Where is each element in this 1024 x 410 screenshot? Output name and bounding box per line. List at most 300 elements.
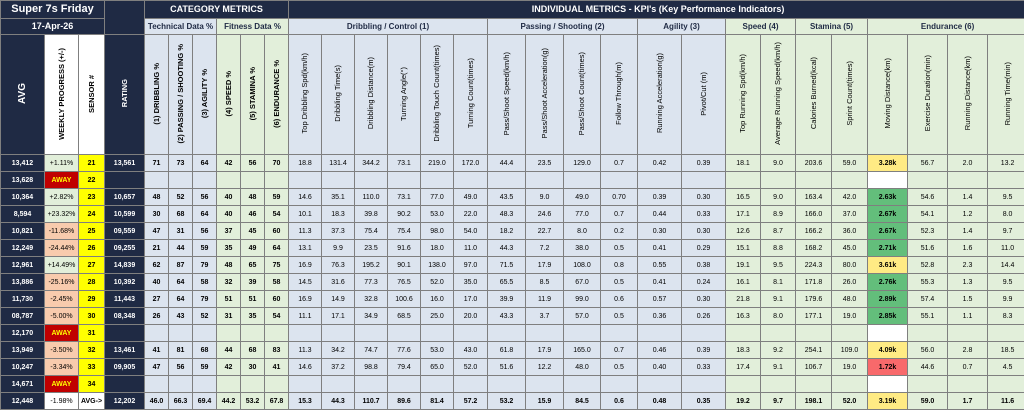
category-cell: 66.3 xyxy=(169,393,193,410)
kpi-cell: 8.0 xyxy=(761,308,796,325)
category-cell xyxy=(217,376,241,393)
kpi-cell xyxy=(289,376,322,393)
avg-cell: 13,886 xyxy=(1,274,45,291)
kpi-cell: 51.6 xyxy=(488,359,526,376)
kpi-cell: 8.1 xyxy=(761,274,796,291)
kpi-cell: 11.9 xyxy=(526,291,564,308)
kpi-cell: 0.26 xyxy=(682,308,726,325)
category-cell: 81 xyxy=(169,342,193,359)
kpi-cell xyxy=(832,172,868,189)
kpi-cell: 54.0 xyxy=(454,223,488,240)
kpi-cell: 17.9 xyxy=(526,342,564,359)
kpi-cell xyxy=(564,376,601,393)
kpi-cell xyxy=(796,376,832,393)
kpi-cell: 9.5 xyxy=(761,257,796,274)
kpi-cell: 0.2 xyxy=(601,223,638,240)
kpi-cell: 110.7 xyxy=(355,393,388,410)
kpi-cell: 68.5 xyxy=(388,308,421,325)
kpi-cell: 18.5 xyxy=(988,342,1024,359)
kpi-cell: 11.3 xyxy=(289,342,322,359)
kpi-cell: 14.9 xyxy=(322,291,355,308)
column-header: Pass/Shoot Speed(km/h) xyxy=(488,35,526,155)
kpi-cell: 65.5 xyxy=(488,274,526,291)
kpi-cell: 2.63k xyxy=(868,189,908,206)
table-row xyxy=(1,359,1024,376)
kpi-cell xyxy=(948,325,988,342)
kpi-cell: 0.30 xyxy=(682,223,726,240)
kpi-cell: 79.4 xyxy=(388,359,421,376)
kpi-cell: 14.5 xyxy=(289,274,322,291)
weekly-progress-cell: +2.82% xyxy=(45,189,79,206)
weekly-progress-cell: -5.00% xyxy=(45,308,79,325)
category-cell: 62 xyxy=(145,257,169,274)
table-row xyxy=(1,240,1024,257)
kpi-cell: 14.6 xyxy=(289,359,322,376)
column-header: (6) ENDURANCE % xyxy=(265,35,289,155)
kpi-cell: 0.46 xyxy=(638,342,682,359)
kpi-cell: 23.5 xyxy=(355,240,388,257)
kpi-cell: 0.33 xyxy=(682,206,726,223)
kpi-cell: 52.0 xyxy=(421,274,454,291)
kpi-cell xyxy=(761,325,796,342)
kpi-cell xyxy=(868,376,908,393)
kpi-cell: 19.2 xyxy=(726,393,761,410)
kpi-cell: 48.3 xyxy=(488,206,526,223)
kpi-cell: 0.8 xyxy=(601,257,638,274)
column-header: Moving Distance(km) xyxy=(868,35,908,155)
kpi-cell: 90.1 xyxy=(388,257,421,274)
kpi-cell: 20.0 xyxy=(454,308,488,325)
kpi-cell xyxy=(454,376,488,393)
kpi-cell xyxy=(388,172,421,189)
category-cell: 59 xyxy=(265,189,289,206)
kpi-cell: 98.0 xyxy=(421,223,454,240)
category-cell: 52 xyxy=(169,189,193,206)
kpi-cell xyxy=(355,376,388,393)
kpi-cell xyxy=(488,172,526,189)
kpi-cell: 17.0 xyxy=(454,291,488,308)
weekly-progress-cell: -25.16% xyxy=(45,274,79,291)
kpi-cell: 18.3 xyxy=(322,206,355,223)
sheet-date: 17-Apr-26 xyxy=(1,19,105,35)
category-cell: 47 xyxy=(145,223,169,240)
kpi-cell: 73.1 xyxy=(388,189,421,206)
category-cell: 56 xyxy=(241,155,265,172)
table-row xyxy=(1,325,1024,342)
column-header: Average Running Speed(km/h) xyxy=(761,35,796,155)
kpi-cell: 0.44 xyxy=(638,206,682,223)
category-cell: 79 xyxy=(193,257,217,274)
category-cell: 39 xyxy=(241,274,265,291)
kpi-cell: 9.0 xyxy=(761,189,796,206)
column-header: Calories Burned(kcal) xyxy=(796,35,832,155)
rating-cell: 13,561 xyxy=(105,155,145,172)
kpi-cell: 34.2 xyxy=(322,342,355,359)
avg-cell: 10,364 xyxy=(1,189,45,206)
kpi-cell: 22.0 xyxy=(454,206,488,223)
category-cell xyxy=(217,325,241,342)
kpi-cell: 21.8 xyxy=(726,291,761,308)
kpi-cell xyxy=(488,325,526,342)
kpi-cell: 15.3 xyxy=(289,393,322,410)
kpi-cell: 8.8 xyxy=(761,240,796,257)
category-cell: 46 xyxy=(241,206,265,223)
category-cell: 59 xyxy=(193,240,217,257)
kpi-cell: 43.5 xyxy=(488,189,526,206)
category-cell: 26 xyxy=(145,308,169,325)
category-cell: 44 xyxy=(169,240,193,257)
kpi-cell: 8.7 xyxy=(761,223,796,240)
kpi-cell: 37.0 xyxy=(832,206,868,223)
kpi-cell: 2.71k xyxy=(868,240,908,257)
weekly-progress-cell: -1.98% xyxy=(45,393,79,410)
column-header: Sprint Count(times) xyxy=(832,35,868,155)
rating-cell: 08,348 xyxy=(105,308,145,325)
category-cell: 45 xyxy=(241,223,265,240)
category-cell: 56 xyxy=(193,189,217,206)
kpi-cell xyxy=(868,172,908,189)
kpi-cell: 0.33 xyxy=(682,359,726,376)
column-header: Exercise Duration(min) xyxy=(908,35,948,155)
kpi-cell: 0.36 xyxy=(638,308,682,325)
kpi-cell: 52.0 xyxy=(832,393,868,410)
category-cell: 40 xyxy=(217,206,241,223)
avg-cell: 08,787 xyxy=(1,308,45,325)
category-cell: 59 xyxy=(193,359,217,376)
category-cell: 60 xyxy=(265,223,289,240)
category-cell: 68 xyxy=(241,342,265,359)
kpi-cell: 89.6 xyxy=(388,393,421,410)
sensor-cell: 32 xyxy=(79,342,105,359)
kpi-cell: 0.5 xyxy=(601,308,638,325)
kpi-cell: 1.3 xyxy=(948,274,988,291)
kpi-cell: 53.0 xyxy=(421,342,454,359)
kpi-cell xyxy=(948,172,988,189)
rating-cell: 10,392 xyxy=(105,274,145,291)
category-cell: 37 xyxy=(217,223,241,240)
category-cell: 58 xyxy=(193,274,217,291)
category-cell: 58 xyxy=(265,274,289,291)
category-cell: 71 xyxy=(145,155,169,172)
kpi-cell: 0.5 xyxy=(601,240,638,257)
kpi-cell: 18.1 xyxy=(726,155,761,172)
column-header: Top Dribbling Spd(km/h) xyxy=(289,35,322,155)
category-cell: 53.2 xyxy=(241,393,265,410)
sheet-title: Super 7s Friday xyxy=(1,1,105,19)
category-cell: 48 xyxy=(145,189,169,206)
kpi-cell: 48.0 xyxy=(832,291,868,308)
kpi-cell: 16.9 xyxy=(289,257,322,274)
category-cell: 21 xyxy=(145,240,169,257)
category-cell xyxy=(265,172,289,189)
kpi-cell xyxy=(682,172,726,189)
kpi-cell: 17.4 xyxy=(726,359,761,376)
category-cell: 68 xyxy=(193,342,217,359)
kpi-cell: 179.6 xyxy=(796,291,832,308)
table-row xyxy=(1,274,1024,291)
kpi-cell: 32.8 xyxy=(355,291,388,308)
kpi-cell: 0.30 xyxy=(682,291,726,308)
kpi-group-header: Stamina (5) xyxy=(796,19,868,35)
category-cell xyxy=(241,172,265,189)
column-header: Pass/Shoot Acceleration(g) xyxy=(526,35,564,155)
kpi-cell: 0.30 xyxy=(682,189,726,206)
kpi-cell: 31.6 xyxy=(322,274,355,291)
kpi-cell xyxy=(421,172,454,189)
kpi-cell: 42.0 xyxy=(832,189,868,206)
category-cell: 68 xyxy=(169,206,193,223)
sensor-cell: 25 xyxy=(79,223,105,240)
kpi-cell: 57.4 xyxy=(908,291,948,308)
kpi-cell: 108.0 xyxy=(564,257,601,274)
category-cell: 56 xyxy=(169,359,193,376)
category-cell: 43 xyxy=(169,308,193,325)
sensor-cell: 26 xyxy=(79,240,105,257)
column-header: (4) SPEED % xyxy=(217,35,241,155)
kpi-cell xyxy=(355,172,388,189)
avg-cell: 10,821 xyxy=(1,223,45,240)
kpi-cell: 56.0 xyxy=(908,342,948,359)
kpi-cell: 67.0 xyxy=(564,274,601,291)
category-cell: 42 xyxy=(217,359,241,376)
kpi-cell: 91.6 xyxy=(388,240,421,257)
kpi-cell: 35.1 xyxy=(322,189,355,206)
kpi-cell: 9.5 xyxy=(988,189,1024,206)
kpi-cell: 4.09k xyxy=(868,342,908,359)
column-header: (2) PASSING / SHOOTING % xyxy=(169,35,193,155)
column-header: Running Time(min) xyxy=(988,35,1024,155)
kpi-cell xyxy=(761,172,796,189)
rating-cell xyxy=(105,376,145,393)
kpi-cell xyxy=(638,376,682,393)
avg-cell: 12,249 xyxy=(1,240,45,257)
table-row xyxy=(1,291,1024,308)
kpi-cell: 99.0 xyxy=(564,291,601,308)
avg-cell: 12,170 xyxy=(1,325,45,342)
kpi-cell xyxy=(454,172,488,189)
rating-header: RATING xyxy=(105,35,145,155)
kpi-cell: 16.5 xyxy=(726,189,761,206)
kpi-cell: 77.6 xyxy=(388,342,421,359)
kpi-cell: 2.3 xyxy=(948,257,988,274)
kpi-cell: 219.0 xyxy=(421,155,454,172)
avg-cell: 13,628 xyxy=(1,172,45,189)
kpi-cell: 51.6 xyxy=(908,240,948,257)
kpi-cell: 4.5 xyxy=(988,359,1024,376)
kpi-cell: 9.0 xyxy=(526,189,564,206)
kpi-cell: 0.40 xyxy=(638,359,682,376)
category-cell: 51 xyxy=(217,291,241,308)
kpi-cell: 12.6 xyxy=(726,223,761,240)
kpi-cell: 163.4 xyxy=(796,189,832,206)
kpi-cell: 109.0 xyxy=(832,342,868,359)
kpi-cell: 2.76k xyxy=(868,274,908,291)
kpi-cell: 0.7 xyxy=(601,206,638,223)
category-cell: 46.0 xyxy=(145,393,169,410)
category-cell: 60 xyxy=(265,291,289,308)
kpi-cell: 76.5 xyxy=(388,274,421,291)
category-cell: 48 xyxy=(217,257,241,274)
kpi-cell: 38.0 xyxy=(564,240,601,257)
category-cell: 83 xyxy=(265,342,289,359)
kpi-cell: 0.55 xyxy=(638,257,682,274)
kpi-cell xyxy=(908,325,948,342)
kpi-cell: 166.2 xyxy=(796,223,832,240)
avg-cell: 10,247 xyxy=(1,359,45,376)
kpi-cell: 9.9 xyxy=(988,291,1024,308)
avg-cell: 12,961 xyxy=(1,257,45,274)
kpi-cell xyxy=(421,376,454,393)
category-cell xyxy=(145,376,169,393)
kpi-cell: 44.3 xyxy=(322,393,355,410)
technical-data-header: Technical Data % xyxy=(145,19,217,35)
kpi-cell: 98.8 xyxy=(355,359,388,376)
kpi-cell: 45.0 xyxy=(832,240,868,257)
kpi-cell: 8.0 xyxy=(988,206,1024,223)
kpi-cell xyxy=(726,325,761,342)
category-cell: 64 xyxy=(265,240,289,257)
kpi-cell xyxy=(832,376,868,393)
kpi-cell xyxy=(726,376,761,393)
kpi-cell: 57.0 xyxy=(564,308,601,325)
category-cell xyxy=(193,325,217,342)
table-row xyxy=(1,308,1024,325)
weekly-progress-cell: +23.32% xyxy=(45,206,79,223)
weekly-progress-cell: -11.68% xyxy=(45,223,79,240)
kpi-cell: 19.1 xyxy=(726,257,761,274)
kpi-cell: 9.1 xyxy=(761,359,796,376)
kpi-cell: 110.0 xyxy=(355,189,388,206)
category-cell: 54 xyxy=(265,206,289,223)
kpi-cell: 11.3 xyxy=(289,223,322,240)
category-cell xyxy=(145,172,169,189)
kpi-cell: 55.3 xyxy=(908,274,948,291)
kpi-group-header: Endurance (6) xyxy=(868,19,1024,35)
kpi-cell: 1.5 xyxy=(948,291,988,308)
kpi-cell: 9.0 xyxy=(761,155,796,172)
table-row xyxy=(1,257,1024,274)
kpi-cell xyxy=(988,376,1024,393)
category-cell: 64 xyxy=(193,206,217,223)
kpi-cell: 9.9 xyxy=(322,240,355,257)
category-cell: 73 xyxy=(169,155,193,172)
kpi-cell: 0.39 xyxy=(682,342,726,359)
kpi-cell: 0.41 xyxy=(638,274,682,291)
category-cell xyxy=(241,376,265,393)
kpi-cell: 19.0 xyxy=(832,308,868,325)
kpi-cell: 171.8 xyxy=(796,274,832,291)
kpi-cell xyxy=(421,325,454,342)
kpi-cell xyxy=(322,325,355,342)
column-header: Dribbling Distance(m) xyxy=(355,35,388,155)
kpi-cell: 65.0 xyxy=(421,359,454,376)
table-row xyxy=(1,342,1024,359)
category-metrics-header: CATEGORY METRICS xyxy=(145,1,289,19)
kpi-cell: 0.7 xyxy=(601,342,638,359)
kpi-cell: 2.8 xyxy=(948,342,988,359)
kpi-cell xyxy=(832,325,868,342)
kpi-cell xyxy=(355,325,388,342)
sensor-cell: 33 xyxy=(79,359,105,376)
kpi-cell: 52.0 xyxy=(454,359,488,376)
kpi-cell: 43.3 xyxy=(488,308,526,325)
kpi-cell: 26.0 xyxy=(832,274,868,291)
category-cell: 64 xyxy=(169,291,193,308)
kpi-cell: 168.2 xyxy=(796,240,832,257)
category-cell: 75 xyxy=(265,257,289,274)
kpi-group-header: Speed (4) xyxy=(726,19,796,35)
kpi-cell: 19.0 xyxy=(832,359,868,376)
kpi-cell: 77.0 xyxy=(421,189,454,206)
sensor-cell: 34 xyxy=(79,376,105,393)
rating-cell: 11,443 xyxy=(105,291,145,308)
kpi-cell: 0.5 xyxy=(601,359,638,376)
kpi-cell: 18.0 xyxy=(421,240,454,257)
kpi-cell xyxy=(682,325,726,342)
kpi-cell: 9.1 xyxy=(761,291,796,308)
column-header: Turning Count(times) xyxy=(454,35,488,155)
kpi-cell xyxy=(868,325,908,342)
kpi-cell: 8.3 xyxy=(988,308,1024,325)
kpi-cell: 81.4 xyxy=(421,393,454,410)
weekly-progress-cell: +14.49% xyxy=(45,257,79,274)
category-cell: 31 xyxy=(169,223,193,240)
kpi-cell: 2.89k xyxy=(868,291,908,308)
kpi-cell xyxy=(948,376,988,393)
kpi-cell: 172.0 xyxy=(454,155,488,172)
kpi-cell xyxy=(388,376,421,393)
kpi-cell: 37.3 xyxy=(322,223,355,240)
kpi-cell: 224.3 xyxy=(796,257,832,274)
category-cell: 42 xyxy=(217,155,241,172)
rating-cell: 09,559 xyxy=(105,223,145,240)
kpi-cell xyxy=(564,172,601,189)
kpi-cell xyxy=(564,325,601,342)
kpi-cell: 0.42 xyxy=(638,155,682,172)
sensor-cell: AVG-> xyxy=(79,393,105,410)
kpi-cell: 44.3 xyxy=(488,240,526,257)
column-header: Follow Through(m) xyxy=(601,35,638,155)
kpi-cell: 90.2 xyxy=(388,206,421,223)
kpi-cell: 16.3 xyxy=(726,308,761,325)
category-cell: 51 xyxy=(241,291,265,308)
avg-header: AVG xyxy=(1,35,45,155)
kpi-cell: 9.5 xyxy=(988,274,1024,291)
sensor-cell: 23 xyxy=(79,189,105,206)
column-header: Dribbling Touch Count(times) xyxy=(421,35,454,155)
kpi-cell xyxy=(988,172,1024,189)
weekly-progress-cell: -24.44% xyxy=(45,240,79,257)
category-cell: 70 xyxy=(265,155,289,172)
kpi-cell: 1.1 xyxy=(948,308,988,325)
kpi-cell: 11.0 xyxy=(988,240,1024,257)
kpi-cell: 0.24 xyxy=(682,274,726,291)
kpi-cell: 254.1 xyxy=(796,342,832,359)
kpi-cell: 203.6 xyxy=(796,155,832,172)
weekly-progress-cell: -2.45% xyxy=(45,291,79,308)
category-cell: 48 xyxy=(241,189,265,206)
kpi-cell: 76.3 xyxy=(322,257,355,274)
kpi-cell: 54.6 xyxy=(908,189,948,206)
kpi-cell: 10.1 xyxy=(289,206,322,223)
kpi-cell xyxy=(682,376,726,393)
category-cell: 49 xyxy=(241,240,265,257)
kpi-cell: 198.1 xyxy=(796,393,832,410)
kpi-cell: 7.2 xyxy=(526,240,564,257)
column-header: Top Running Spd(km/h) xyxy=(726,35,761,155)
category-cell: 40 xyxy=(217,189,241,206)
weekly-progress-cell: +1.11% xyxy=(45,155,79,172)
